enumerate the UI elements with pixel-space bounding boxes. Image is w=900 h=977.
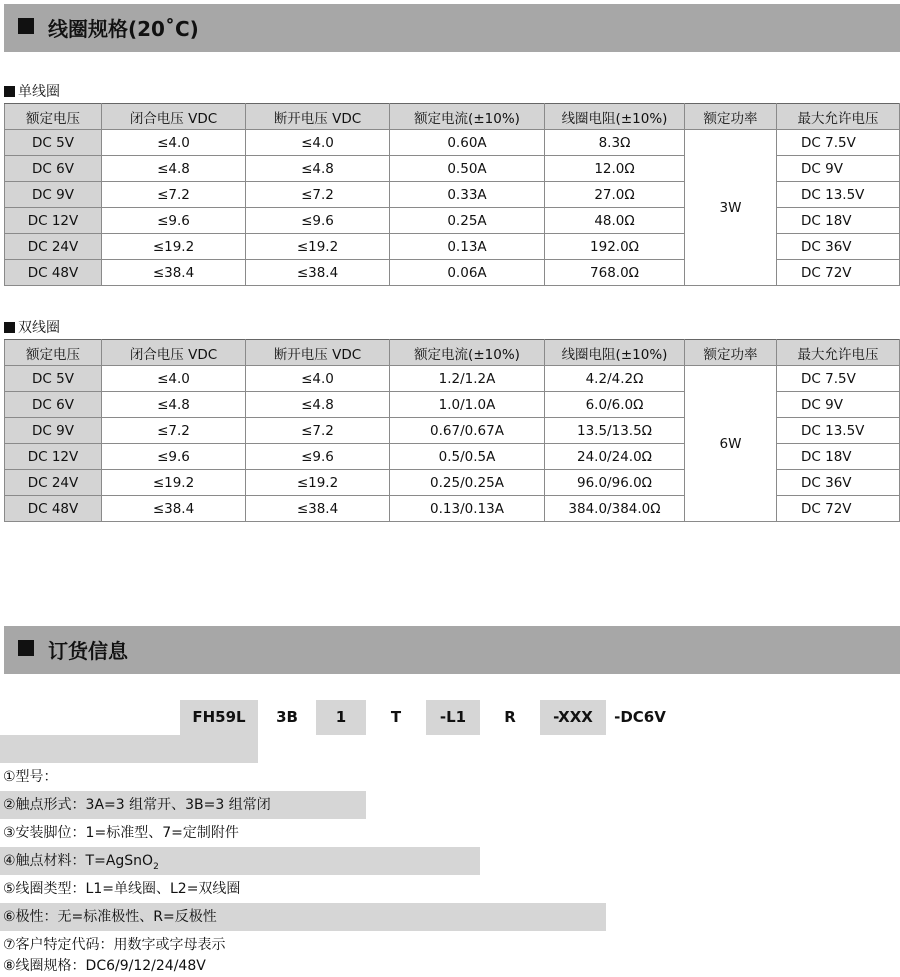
table-cell: DC 48V bbox=[5, 496, 102, 522]
table-cell: ≤4.8 bbox=[246, 392, 390, 418]
square-bullet-icon bbox=[4, 322, 15, 333]
column-header: 额定电压 bbox=[5, 104, 102, 130]
table-cell: DC 24V bbox=[5, 234, 102, 260]
order-code-coil-type: -L1 bbox=[426, 700, 480, 735]
table-cell: ≤9.6 bbox=[102, 208, 246, 234]
coil-spec-title: 线圈规格(20˚C) bbox=[48, 17, 199, 41]
table-cell: ≤19.2 bbox=[102, 234, 246, 260]
table-cell: 1.2/1.2A bbox=[390, 366, 545, 392]
table-cell: 192.0Ω bbox=[545, 234, 685, 260]
table-cell: DC 5V bbox=[5, 130, 102, 156]
table-cell: DC 6V bbox=[5, 156, 102, 182]
column-header: 断开电压 VDC bbox=[246, 340, 390, 366]
table-cell: 0.25/0.25A bbox=[390, 470, 545, 496]
table-cell: DC 7.5V bbox=[777, 366, 900, 392]
table-cell: ≤7.2 bbox=[102, 182, 246, 208]
table-header-row bbox=[5, 340, 900, 366]
table-cell: DC 5V bbox=[5, 366, 102, 392]
table-row bbox=[5, 130, 900, 156]
table-cell: DC 18V bbox=[777, 444, 900, 470]
column-header: 线圈电阻(±10%) bbox=[545, 340, 685, 366]
double-coil-title: 双线圈 bbox=[18, 320, 60, 336]
table-cell: ≤4.0 bbox=[246, 130, 390, 156]
column-header: 最大允许电压 bbox=[777, 340, 900, 366]
table-cell: ≤4.0 bbox=[246, 366, 390, 392]
table-cell: ≤9.6 bbox=[102, 444, 246, 470]
table-cell: 0.06A bbox=[390, 260, 545, 286]
table-row bbox=[5, 366, 900, 392]
order-code-contact: 3B bbox=[276, 708, 298, 726]
table-cell: 0.67/0.67A bbox=[390, 418, 545, 444]
table-cell: DC 24V bbox=[5, 470, 102, 496]
table-cell: 13.5/13.5Ω bbox=[545, 418, 685, 444]
order-code-coil-spec: -DC6V bbox=[614, 708, 666, 726]
table-cell: 48.0Ω bbox=[545, 208, 685, 234]
table-cell: ≤4.0 bbox=[102, 130, 246, 156]
table-cell: ≤4.8 bbox=[246, 156, 390, 182]
rated-power-cell: 6W bbox=[685, 366, 777, 522]
table-header-row bbox=[5, 104, 900, 130]
table-cell: 384.0/384.0Ω bbox=[545, 496, 685, 522]
coil-spec-banner bbox=[4, 4, 900, 52]
table-cell: DC 12V bbox=[5, 208, 102, 234]
table-cell: 0.60A bbox=[390, 130, 545, 156]
column-header: 断开电压 VDC bbox=[246, 104, 390, 130]
table-cell: ≤7.2 bbox=[246, 418, 390, 444]
order-item-model: ①型号： bbox=[3, 769, 58, 785]
table-cell: ≤7.2 bbox=[246, 182, 390, 208]
table-cell: 0.13/0.13A bbox=[390, 496, 545, 522]
table-cell: DC 6V bbox=[5, 392, 102, 418]
table-cell: ≤4.8 bbox=[102, 392, 246, 418]
single-coil-table bbox=[4, 103, 900, 286]
order-item-coil-type: ⑤线圈类型：L1=单线圈、L2=双线圈 bbox=[3, 881, 241, 897]
table-cell: 768.0Ω bbox=[545, 260, 685, 286]
rated-power-cell: 3W bbox=[685, 130, 777, 286]
table-cell: 0.13A bbox=[390, 234, 545, 260]
table-cell: 0.25A bbox=[390, 208, 545, 234]
column-header: 额定电压 bbox=[5, 340, 102, 366]
table-cell: DC 9V bbox=[5, 418, 102, 444]
order-info-banner bbox=[4, 626, 900, 674]
table-cell: DC 72V bbox=[777, 496, 900, 522]
column-header: 闭合电压 VDC bbox=[102, 104, 246, 130]
order-code-material: T bbox=[390, 708, 402, 726]
table-cell: 0.50A bbox=[390, 156, 545, 182]
table-cell: ≤19.2 bbox=[102, 470, 246, 496]
table-cell: DC 18V bbox=[777, 208, 900, 234]
table-cell: 0.33A bbox=[390, 182, 545, 208]
table-cell: DC 9V bbox=[777, 392, 900, 418]
table-cell: 27.0Ω bbox=[545, 182, 685, 208]
single-coil-heading bbox=[4, 81, 60, 101]
table-cell: ≤19.2 bbox=[246, 234, 390, 260]
order-code-model: FH59L bbox=[180, 700, 258, 735]
single-coil-title: 单线圈 bbox=[18, 84, 60, 100]
table-cell: DC 9V bbox=[5, 182, 102, 208]
table-cell: DC 36V bbox=[777, 234, 900, 260]
table-cell: ≤9.6 bbox=[246, 444, 390, 470]
table-cell: 4.2/4.2Ω bbox=[545, 366, 685, 392]
table-cell: DC 36V bbox=[777, 470, 900, 496]
table-cell: 96.0/96.0Ω bbox=[545, 470, 685, 496]
column-header: 闭合电压 VDC bbox=[102, 340, 246, 366]
table-cell: 24.0/24.0Ω bbox=[545, 444, 685, 470]
order-item-mounting: ③安装脚位：1=标准型、7=定制附件 bbox=[3, 825, 239, 841]
material-text: ④触点材料：T=AgSnO bbox=[3, 853, 154, 869]
table-cell: DC 7.5V bbox=[777, 130, 900, 156]
order-item-polarity: ⑥极性：无=标准极性、R=反极性 bbox=[3, 909, 217, 925]
column-header: 额定功率 bbox=[685, 104, 777, 130]
table-cell: ≤38.4 bbox=[246, 260, 390, 286]
order-bar-1 bbox=[0, 735, 258, 763]
order-item-contact-form: ②触点形式：3A=3 组常开、3B=3 组常闭 bbox=[3, 797, 271, 813]
table-cell: 0.5/0.5A bbox=[390, 444, 545, 470]
square-bullet-icon bbox=[18, 18, 34, 34]
table-cell: ≤19.2 bbox=[246, 470, 390, 496]
column-header: 额定电流(±10%) bbox=[390, 104, 545, 130]
table-cell: ≤4.8 bbox=[102, 156, 246, 182]
square-bullet-icon bbox=[4, 86, 15, 97]
column-header: 额定电流(±10%) bbox=[390, 340, 545, 366]
order-item-coil-spec: ⑧线圈规格：DC6/9/12/24/48V bbox=[3, 958, 206, 974]
table-cell: 8.3Ω bbox=[545, 130, 685, 156]
table-cell: DC 12V bbox=[5, 444, 102, 470]
double-coil-heading bbox=[4, 317, 60, 337]
table-cell: 1.0/1.0A bbox=[390, 392, 545, 418]
table-cell: DC 13.5V bbox=[777, 182, 900, 208]
order-code-custom: -XXX bbox=[540, 700, 606, 735]
table-cell: ≤38.4 bbox=[246, 496, 390, 522]
table-cell: DC 13.5V bbox=[777, 418, 900, 444]
column-header: 线圈电阻(±10%) bbox=[545, 104, 685, 130]
square-bullet-icon bbox=[18, 640, 34, 656]
table-cell: 12.0Ω bbox=[545, 156, 685, 182]
table-cell: ≤9.6 bbox=[246, 208, 390, 234]
order-info-title: 订货信息 bbox=[48, 639, 128, 663]
table-cell: DC 9V bbox=[777, 156, 900, 182]
table-cell: DC 48V bbox=[5, 260, 102, 286]
table-cell: ≤7.2 bbox=[102, 418, 246, 444]
table-cell: ≤4.0 bbox=[102, 366, 246, 392]
table-cell: ≤38.4 bbox=[102, 496, 246, 522]
table-cell: DC 72V bbox=[777, 260, 900, 286]
order-code-polarity: R bbox=[504, 708, 516, 726]
double-coil-table bbox=[4, 339, 900, 522]
order-code-mounting: 1 bbox=[316, 700, 366, 735]
table-cell: ≤38.4 bbox=[102, 260, 246, 286]
column-header: 最大允许电压 bbox=[777, 104, 900, 130]
column-header: 额定功率 bbox=[685, 340, 777, 366]
table-cell: 6.0/6.0Ω bbox=[545, 392, 685, 418]
order-item-custom-code: ⑦客户特定代码：用数字或字母表示 bbox=[3, 937, 226, 953]
material-subscript: 2 bbox=[153, 861, 159, 872]
